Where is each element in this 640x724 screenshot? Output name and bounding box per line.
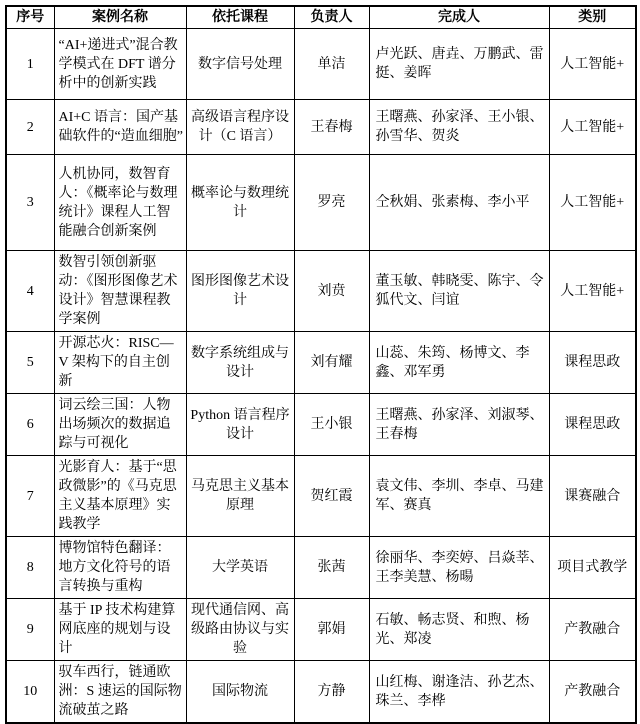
table-row (6, 661, 636, 724)
cell-no: 3 (6, 155, 54, 251)
column-header-no: 序号 (6, 6, 54, 29)
cell-course: Python 语言程序设计 (186, 394, 294, 456)
column-header-course: 依托课程 (186, 6, 294, 29)
cell-name: 人机协同，数智育人：《概率论与数理统计》课程人工智能融合创新案例 (54, 155, 186, 251)
cell-name: 开源芯火：RISC—V 架构下的自主创新 (54, 332, 186, 394)
cell-leader: 刘有耀 (294, 332, 369, 394)
cell-completers: 石敏、畅志贤、和煦、杨光、郑凌 (369, 599, 549, 661)
cell-leader: 王小银 (294, 394, 369, 456)
table-row (6, 332, 636, 394)
cell-no: 4 (6, 251, 54, 332)
cell-course: 数字系统组成与设计 (186, 332, 294, 394)
column-header-name: 案例名称 (54, 6, 186, 29)
cell-leader: 单洁 (294, 29, 369, 100)
table-row (6, 394, 636, 456)
cell-course: 数字信号处理 (186, 29, 294, 100)
cell-name: 博物馆特色翻译：地方文化符号的语言转换与重构 (54, 537, 186, 599)
cell-name: 词云绘三国：人物出场频次的数据追踪与可视化 (54, 394, 186, 456)
table-row (6, 251, 636, 332)
cell-completers: 王曙燕、孙家泽、刘淑琴、王春梅 (369, 394, 549, 456)
cell-completers: 袁文伟、李圳、李卓、马建军、赛真 (369, 456, 549, 537)
cell-category: 人工智能+ (549, 251, 636, 332)
table-row (6, 155, 636, 251)
cell-category: 人工智能+ (549, 100, 636, 155)
cell-category: 产教融合 (549, 599, 636, 661)
cell-leader: 贺红霞 (294, 456, 369, 537)
cell-no: 7 (6, 456, 54, 537)
table-row (6, 537, 636, 599)
cell-category: 人工智能+ (549, 155, 636, 251)
cell-course: 图形图像艺术设计 (186, 251, 294, 332)
cell-no: 9 (6, 599, 54, 661)
cell-name: 光影育人：基于“思政微影”的《马克思主义基本原理》实践教学 (54, 456, 186, 537)
table-header-row (6, 6, 636, 29)
cell-completers: 山蕊、朱筠、杨博文、李鑫、邓军勇 (369, 332, 549, 394)
cases-table (5, 5, 637, 724)
cell-category: 产教融合 (549, 661, 636, 724)
cell-no: 8 (6, 537, 54, 599)
cell-course: 现代通信网、高级路由协议与实验 (186, 599, 294, 661)
cell-leader: 刘贲 (294, 251, 369, 332)
cell-no: 10 (6, 661, 54, 724)
column-header-leader: 负责人 (294, 6, 369, 29)
cell-category: 课程思政 (549, 394, 636, 456)
cell-name: 基于 IP 技术构建算网底座的规划与设计 (54, 599, 186, 661)
cell-name: AI+C 语言：国产基础软件的“造血细胞” (54, 100, 186, 155)
table-row (6, 456, 636, 537)
cell-completers: 仝秋娟、张素梅、李小平 (369, 155, 549, 251)
cell-category: 课程思政 (549, 332, 636, 394)
column-header-completers: 完成人 (369, 6, 549, 29)
cell-name: 数智引领创新驱动：《图形图像艺术设计》智慧课程教学案例 (54, 251, 186, 332)
cell-no: 5 (6, 332, 54, 394)
cell-course: 国际物流 (186, 661, 294, 724)
cell-course: 大学英语 (186, 537, 294, 599)
cell-course: 马克思主义基本原理 (186, 456, 294, 537)
cell-category: 人工智能+ (549, 29, 636, 100)
cell-name: “AI+递进式”混合教学模式在 DFT 谱分析中的创新实践 (54, 29, 186, 100)
cell-no: 1 (6, 29, 54, 100)
cell-completers: 卢光跃、唐垚、万鹏武、雷挺、姜晖 (369, 29, 549, 100)
cell-completers: 徐丽华、李奕婷、吕焱莘、王李美慧、杨暘 (369, 537, 549, 599)
cell-completers: 董玉敏、韩晓雯、陈宇、令狐代文、闫谊 (369, 251, 549, 332)
cell-completers: 王曙燕、孙家泽、王小银、孙雪华、贺炎 (369, 100, 549, 155)
cell-no: 6 (6, 394, 54, 456)
cell-leader: 郭娟 (294, 599, 369, 661)
cell-category: 课赛融合 (549, 456, 636, 537)
cell-course: 高级语言程序设计（C 语言） (186, 100, 294, 155)
cell-no: 2 (6, 100, 54, 155)
cell-leader: 王春梅 (294, 100, 369, 155)
table-row (6, 100, 636, 155)
cell-leader: 方静 (294, 661, 369, 724)
table-row (6, 29, 636, 100)
cell-course: 概率论与数理统计 (186, 155, 294, 251)
table-row (6, 599, 636, 661)
cell-leader: 张茜 (294, 537, 369, 599)
cell-completers: 山红梅、谢逢洁、孙艺杰、珠兰、李桦 (369, 661, 549, 724)
table-head (6, 6, 636, 29)
table-body (6, 29, 636, 724)
cell-category: 项目式教学 (549, 537, 636, 599)
cell-name: 驭车西行，链通欧洲：S 速运的国际物流破茧之路 (54, 661, 186, 724)
cell-leader: 罗亮 (294, 155, 369, 251)
column-header-category: 类别 (549, 6, 636, 29)
